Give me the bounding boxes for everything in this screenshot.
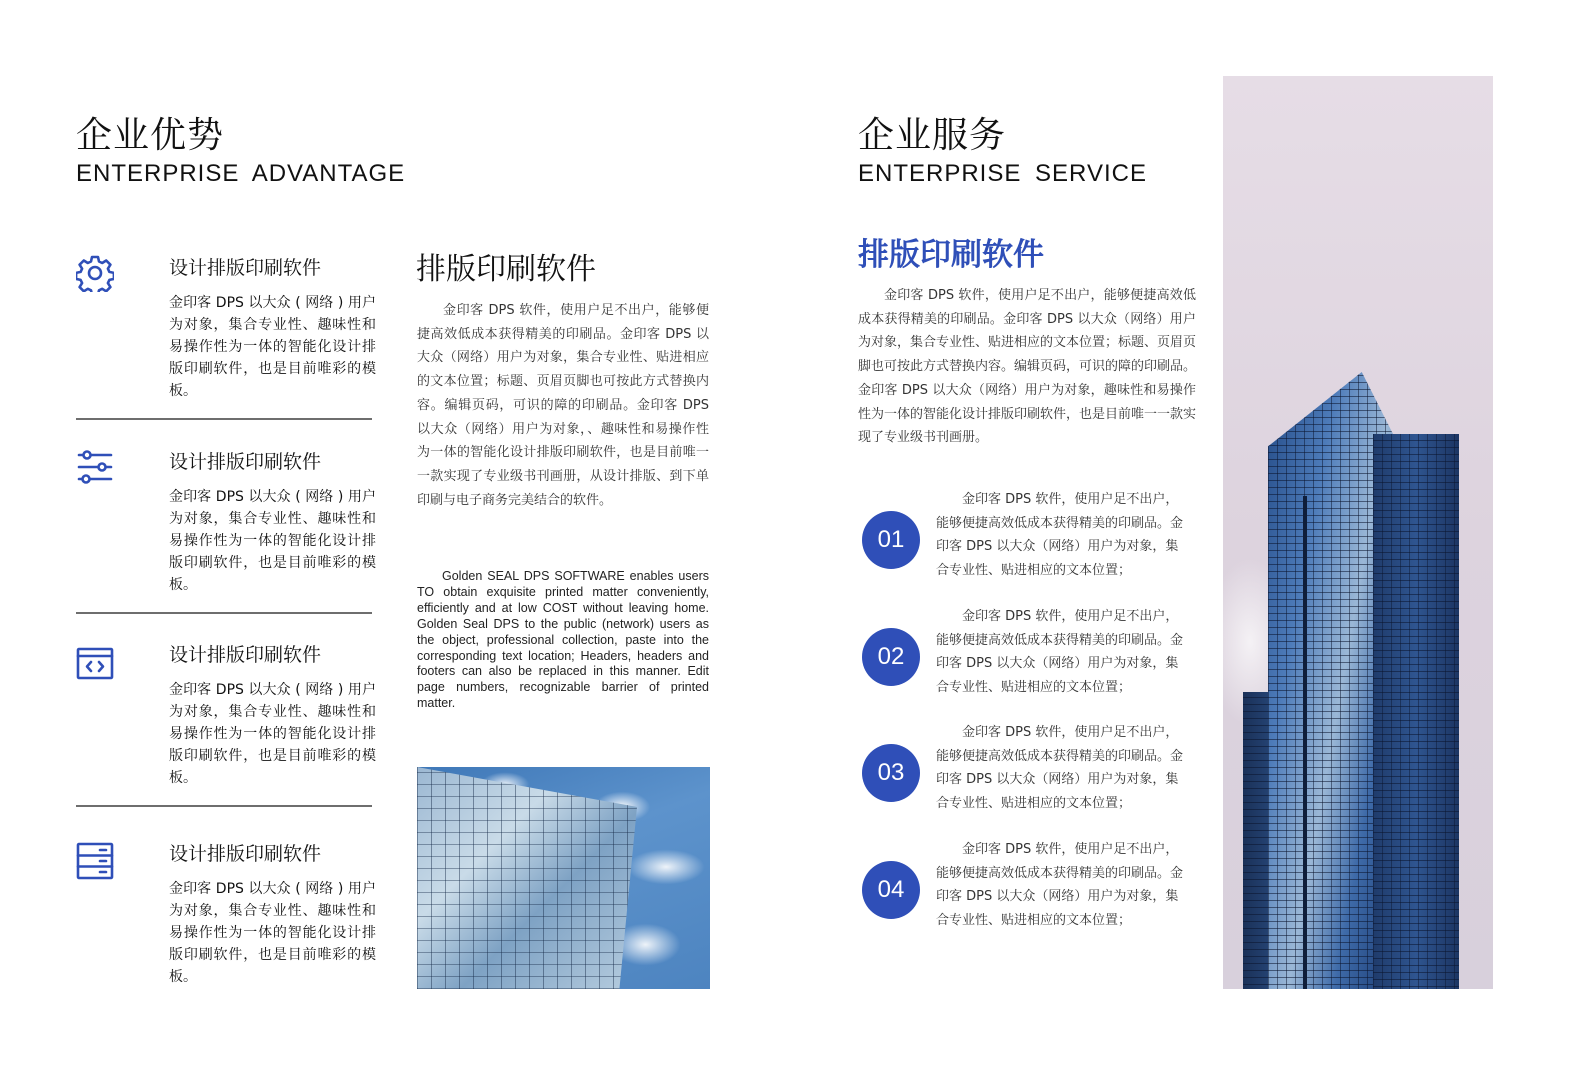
advantage-item-desc: 金印客 DPS 以大众 ( 网络 ) 用户为对象，集合专业性、趣味性和易操作性为一体的智能化设计排版印刷软件，也是目前唯彩的模板。 <box>169 881 376 985</box>
advantage-item-desc: 金印客 DPS 以大众 ( 网络 ) 用户为对象，集合专业性、趣味性和易操作性为一体的智能化设计排版印刷软件，也是目前唯彩的模板。 <box>169 295 376 399</box>
tower-edge <box>1303 496 1307 989</box>
server-icon <box>76 842 114 880</box>
service-number-badge: 02 <box>862 628 920 686</box>
advantage-title-en: ENTERPRISE ADVANTAGE <box>76 160 406 187</box>
divider <box>76 418 372 420</box>
sliders-icon <box>76 448 114 486</box>
advantage-item-desc: 金印客 DPS 以大众 ( 网络 ) 用户为对象，集合专业性、趣味性和易操作性为一体的智能化设计排版印刷软件，也是目前唯彩的模板。 <box>169 489 376 593</box>
divider <box>76 612 372 614</box>
middle-paragraph-en: Golden SEAL DPS SOFTWARE enables users TO obtain exquisite printed matter conveniently, efficiently and at low COST without leaving home. Golden Seal DPS to the public (network) users as the object, professional collection, paste into the corresponding text location; Headers, headers and footers can also be replaced in this manner. Edit page numbers, recognizable barrier of printed matter. <box>417 569 709 711</box>
middle-paragraph-cn: 金印客 DPS 软件，使用户足不出户，能够便捷高效低成本获得精美的印刷品。金印客 DPS 以大众（网络）用户为对象，集合专业性、贴进相应的文本位置；标题、页眉页脚也可按此方式替换内容。编辑页码，可识的障的印刷品。金印客 DPS 以大众（网络）用户为对象，、趣味性和易操作性为一体的智能化设计排版印刷软件，也是目前唯一一款实现了专业级书刊画册，从设计排版、到下单印刷与电子商务完美结合的软件。 <box>417 303 709 508</box>
service-subtitle: 排版印刷软件 <box>858 237 1044 273</box>
advantage-item-title: 设计排版印刷软件 <box>169 843 322 865</box>
advantage-item-title: 设计排版印刷软件 <box>169 257 322 279</box>
middle-title: 排版印刷软件 <box>416 252 596 287</box>
service-number-badge: 01 <box>862 511 920 569</box>
advantage-item-title: 设计排版印刷软件 <box>169 644 322 666</box>
skyscraper-photo <box>1223 76 1493 989</box>
service-title-en: ENTERPRISE SERVICE <box>858 160 1147 187</box>
advantage-title-cn: 企业优势 <box>76 115 225 156</box>
service-item-text: 金印客 DPS 软件，使用户足不出户，能够便捷高效低成本获得精美的印刷品。金印客 DPS 以大众（网络）用户为对象，集合专业性、贴进相应的文本位置； <box>936 725 1184 811</box>
divider <box>76 805 372 807</box>
tower-right-wing <box>1373 434 1459 989</box>
service-number-badge: 04 <box>862 861 920 919</box>
service-title-cn: 企业服务 <box>858 115 1007 156</box>
service-number-badge: 03 <box>862 744 920 802</box>
service-item-text: 金印客 DPS 软件，使用户足不出户，能够便捷高效低成本获得精美的印刷品。金印客 DPS 以大众（网络）用户为对象，集合专业性、贴进相应的文本位置； <box>936 609 1184 695</box>
service-item-text: 金印客 DPS 软件，使用户足不出户，能够便捷高效低成本获得精美的印刷品。金印客 DPS 以大众（网络）用户为对象，集合专业性、贴进相应的文本位置； <box>936 492 1184 578</box>
gear-icon <box>76 254 114 292</box>
service-item-text: 金印客 DPS 软件，使用户足不出户，能够便捷高效低成本获得精美的印刷品。金印客 DPS 以大众（网络）用户为对象，集合专业性、贴进相应的文本位置； <box>936 842 1184 928</box>
service-paragraph: 金印客 DPS 软件，使用户足不出户，能够便捷高效低成本获得精美的印刷品。金印客 DPS 以大众（网络）用户为对象，集合专业性、贴进相应的文本位置；标题、页眉页脚也可按此方式替换内容。编辑页码，可识的障的印刷品。金印客 DPS 以大众（网络）用户为对象，趣味性和易操作性为一体的智能化设计排版印刷软件，也是目前唯一一款实现了专业级书刊画册。 <box>858 288 1197 446</box>
glass-building-photo <box>417 767 710 989</box>
code-window-icon <box>76 645 114 683</box>
glass-facade <box>417 767 637 989</box>
advantage-item-title: 设计排版印刷软件 <box>169 451 322 473</box>
advantage-item-desc: 金印客 DPS 以大众 ( 网络 ) 用户为对象，集合专业性、趣味性和易操作性为一体的智能化设计排版印刷软件，也是目前唯彩的模板。 <box>169 682 376 786</box>
